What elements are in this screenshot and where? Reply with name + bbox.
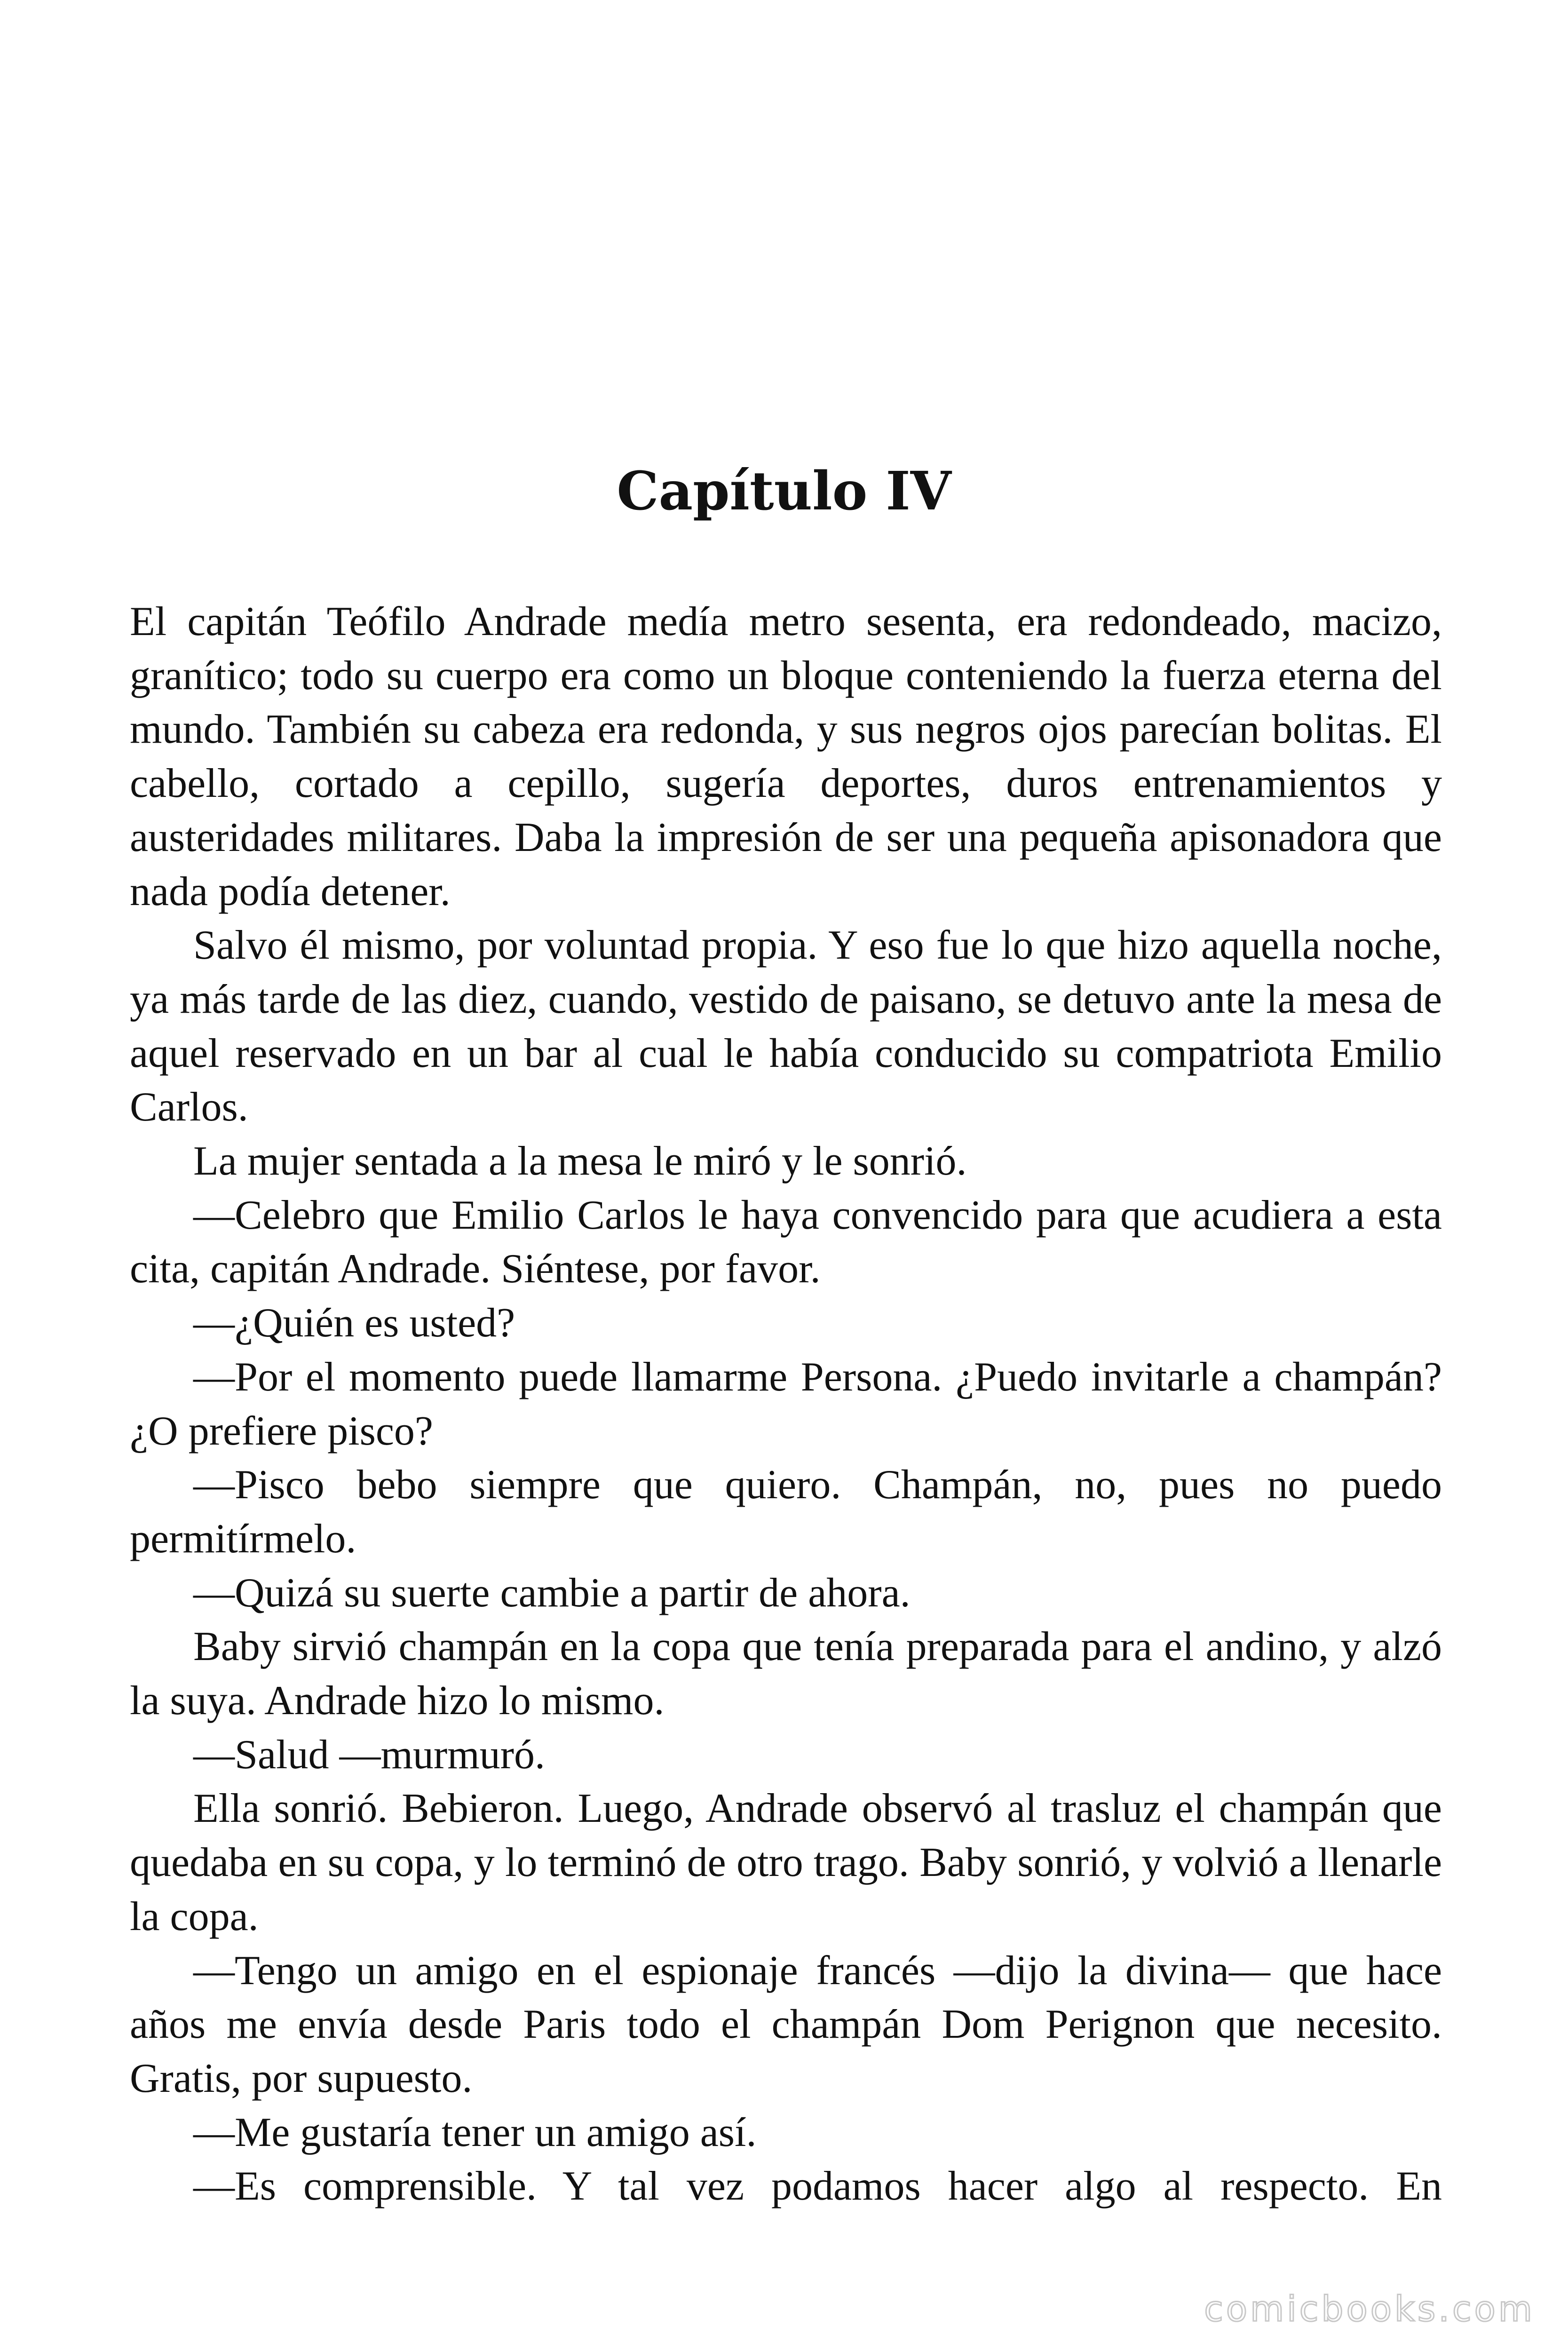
dialogue-line: —Pisco bebo siempre que quiero. Champán, no, pues no puedo permitírmelo. [130,1462,1442,1562]
dialogue-line: —Tengo un amigo en el espionaje francés —dijo la divina— que hace años me envía desde Paris todo el champán Dom Perignon que necesito. Gratis, por supuesto. [130,1947,1442,2101]
paragraph: Salvo él mismo, por voluntad propia. Y eso fue lo que hizo aquella noche, ya más tarde de las diez, cuando, vestido de paisano, se detuvo ante la mesa de aquel reservado en un bar al cual le había conducido su compatriota Emilio Carlos. [130,922,1442,1130]
paragraph: Baby sirvió champán en la copa que tenía preparada para el andino, y alzó la suya. Andrade hizo lo mismo. [130,1624,1442,1724]
paragraph: La mujer sentada a la mesa le miró y le sonrió. [193,1138,967,1184]
dialogue-line: —Salud —murmuró. [193,1732,545,1778]
dialogue-line: —Es comprensible. Y tal vez podamos hacer algo al respecto. En [193,2163,1442,2209]
dialogue-line: —Me gustaría tener un amigo así. [193,2109,757,2155]
paragraph: El capitán Teófilo Andrade medía metro sesenta, era redondeado, macizo, granítico; todo su cuerpo era como un bloque conteniendo la fuerza eterna del mundo. También su cabeza era redonda, y sus negros ojos parecían bolitas. El cabello, cortado a cepillo, sugería deportes, duros entrenamientos y austeridades militares. Daba la impresión de ser una pequeña apisonadora que nada podía detener. [130,599,1442,914]
chapter-title: Capítulo IV [617,461,951,522]
paragraph: Ella sonrió. Bebieron. Luego, Andrade observó al trasluz el champán que quedaba en su copa, y lo terminó de otro trago. Baby sonrió, y volvió a llenarle la copa. [130,1786,1442,1939]
dialogue-line: —¿Quién es usted? [193,1300,515,1346]
site-watermark: comicbooks.com [1204,2289,1535,2329]
dialogue-line: —Quizá su suerte cambie a partir de ahora. [193,1570,911,1616]
dialogue-line: —Por el momento puede llamarme Persona. ¿Puedo invitarle a champán? ¿O prefiere pisco? [130,1354,1442,1454]
chapter-body [130,595,1442,2214]
dialogue-line: —Celebro que Emilio Carlos le haya convencido para que acudiera a esta cita, capitán Andrade. Siéntese, por favor. [130,1192,1442,1292]
